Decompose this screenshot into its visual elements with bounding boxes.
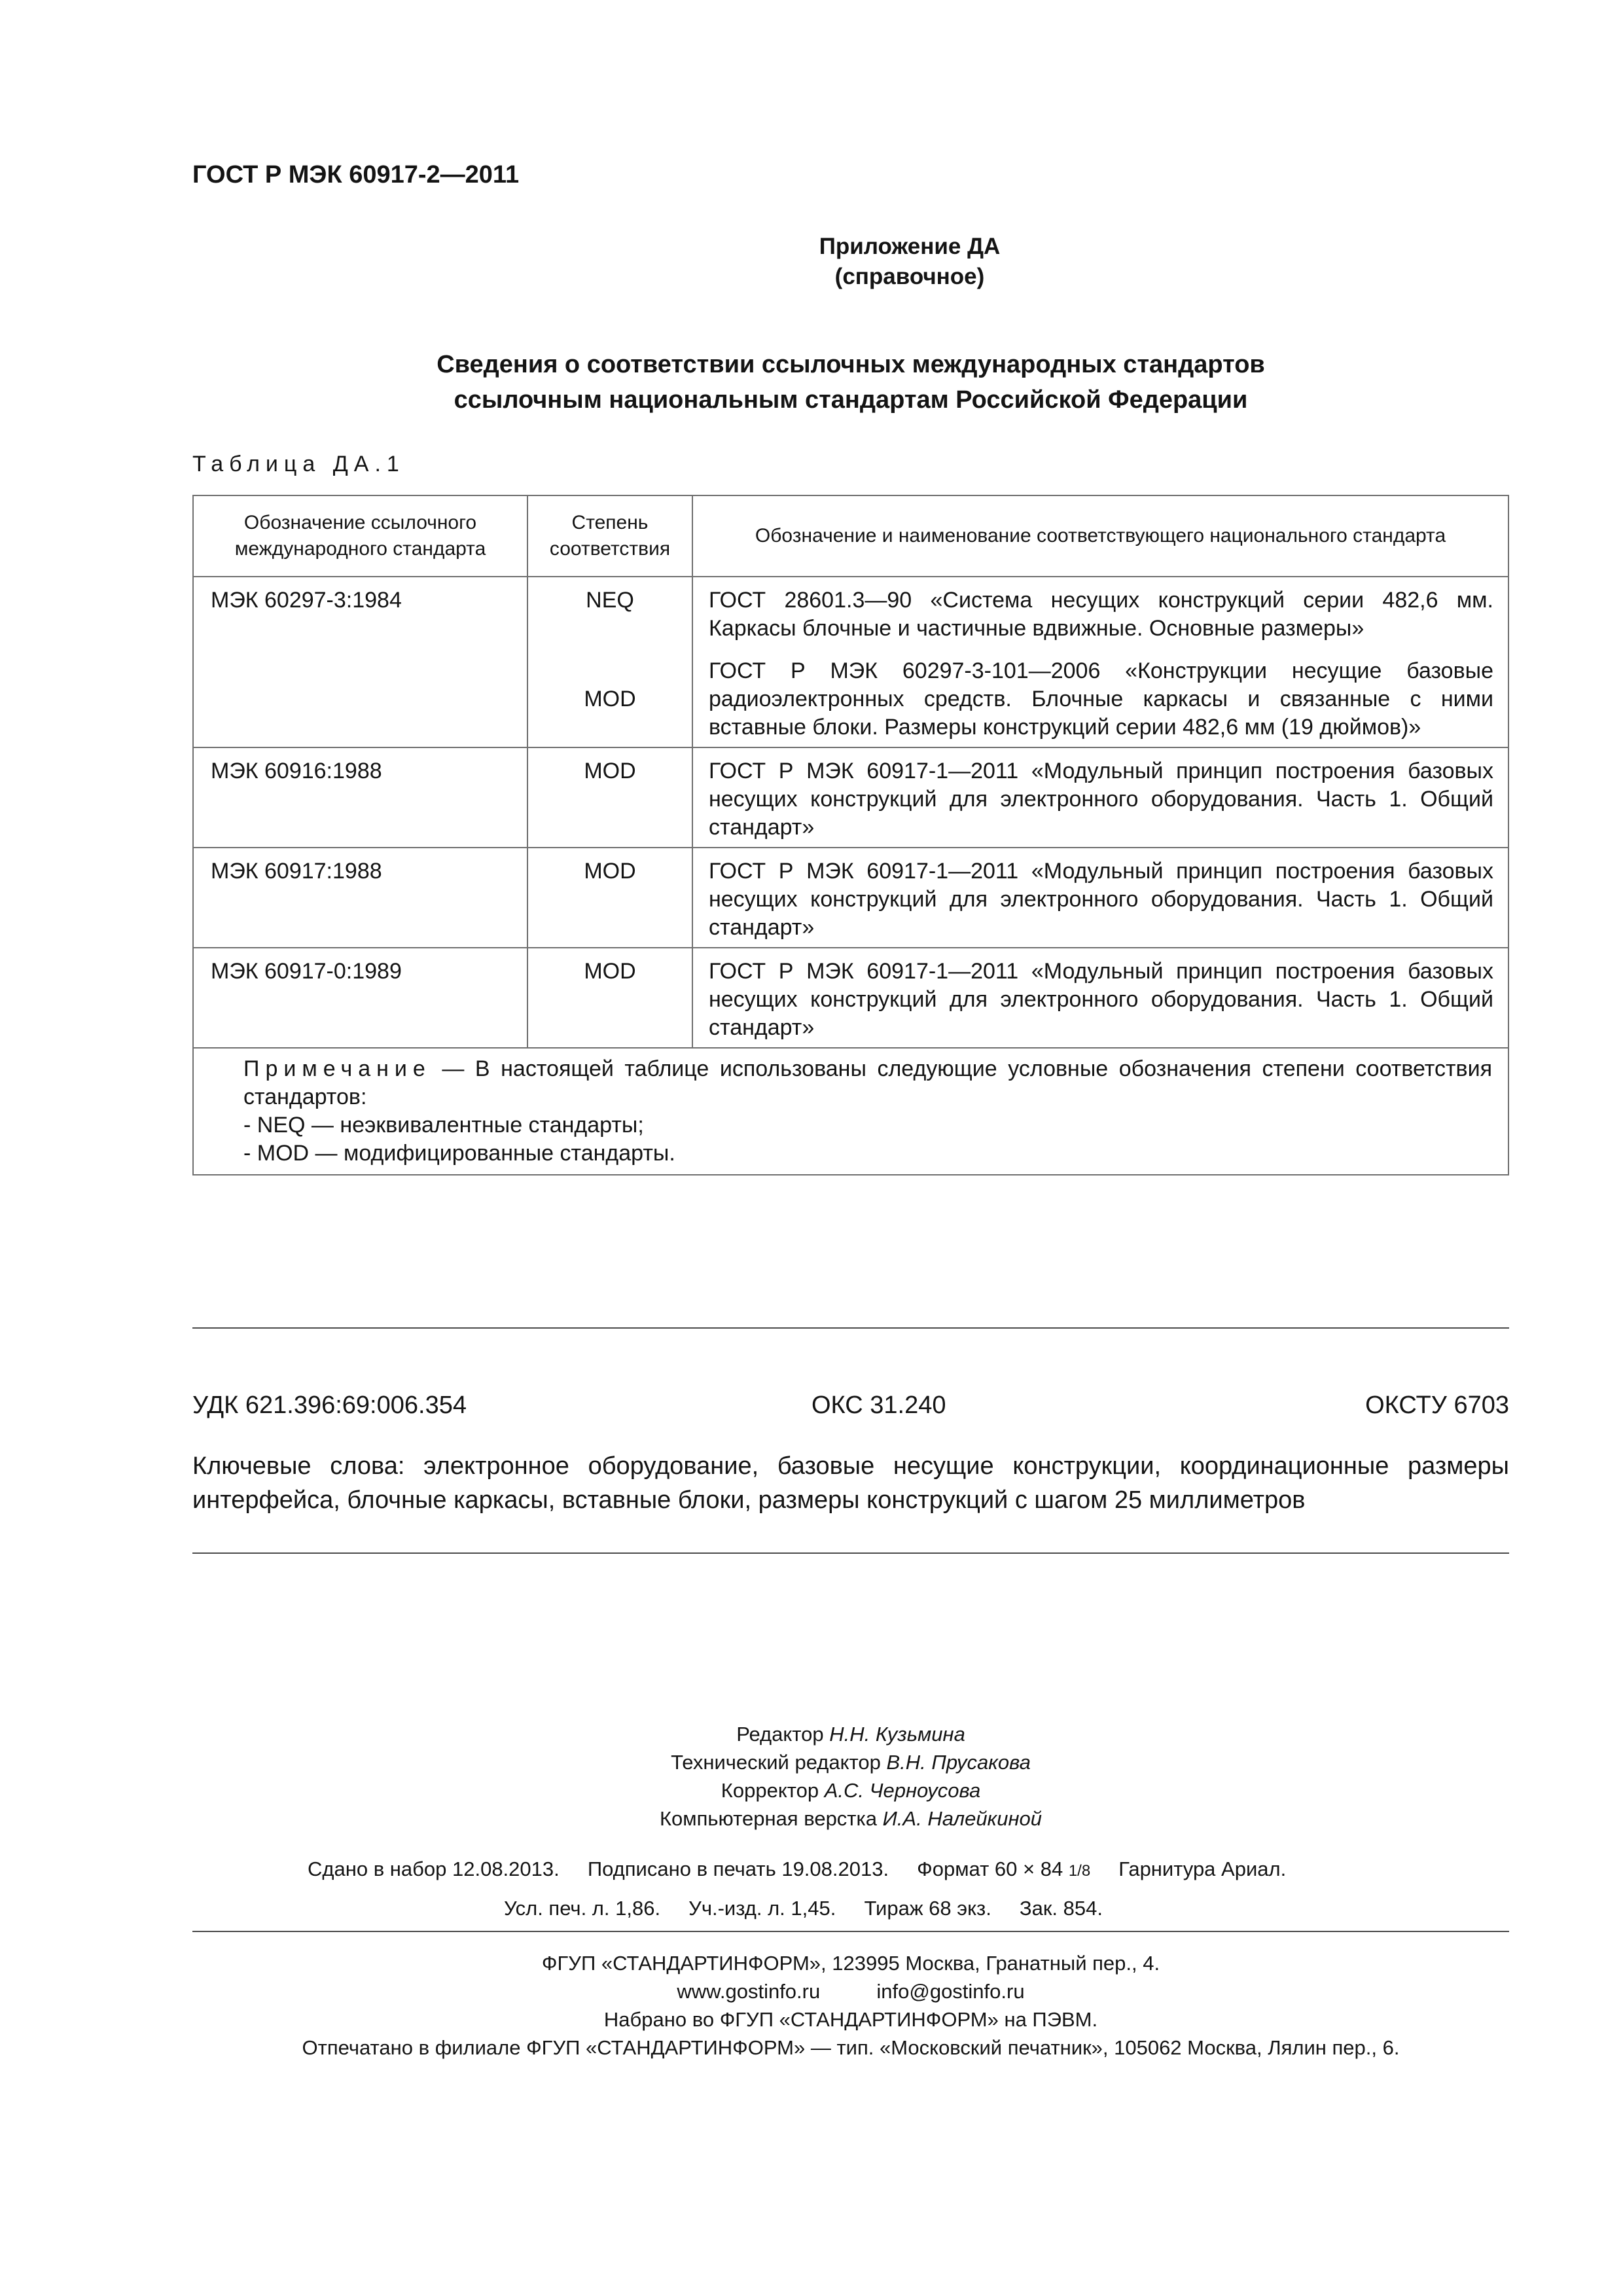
note-text: — В настоящей таблице использованы следующие условные обозначения степени соответствия стандартов:: [243, 1056, 1492, 1109]
degree-code: MOD: [584, 687, 636, 711]
national-standard-entry: ГОСТ Р МЭК 60297-3-101—2006 «Конструкции несущие базовые радиоэлектронных средств. Блочные каркасы и связанные с ними вставные блоки. Размеры конструкций серии 482,6 мм (19 дюймов)»: [709, 658, 1493, 740]
degree-cell: [527, 848, 692, 948]
keywords: Ключевые слова: электронное оборудование, базовые несущие конструкции, координационные размеры интерфейса, блочные каркасы, вставные блоки, размеры конструкций с шагом 25 миллиметров: [192, 1452, 1509, 1514]
note-paragraph: [211, 1055, 1492, 1111]
national-standard-cell: [692, 948, 1508, 1048]
table-header-row: [193, 495, 1508, 577]
print-order: Зак. 854.: [1019, 1897, 1103, 1920]
header-intl-standard: Обозначение ссылочного международного стандарта: [193, 495, 527, 577]
print-sent: Сдано в набор 12.08.2013.: [308, 1857, 560, 1880]
publisher-contacts: [196, 1977, 1505, 2005]
degree-code: MOD: [584, 759, 636, 783]
section-title: [262, 347, 1440, 418]
degree-code: MOD: [584, 859, 636, 884]
print-format-fraction: 1/8: [1068, 1862, 1091, 1880]
intl-standard-cell: МЭК 60917:1988: [193, 848, 527, 948]
note-item-mod: - MOD — модифицированные стандарты.: [243, 1141, 675, 1166]
divider-bottom: [192, 1931, 1509, 1932]
print-sheets: Усл. печ. л. 1,86.: [504, 1897, 661, 1920]
divider-top: [192, 1327, 1509, 1329]
table-row: [193, 747, 1508, 848]
divider-middle: [192, 1552, 1509, 1554]
national-standard-entry: ГОСТ 28601.3—90 «Система несущих конструкций серии 482,6 мм. Каркасы блочные и частичные вдвижные. Основные размеры»: [709, 588, 1493, 641]
udk-code: УДК 621.396:69:006.354: [192, 1391, 467, 1419]
publisher-block: [196, 1949, 1505, 2062]
section-title-line-2: ссылочным национальным стандартам Российской Федерации: [454, 386, 1248, 414]
table-row: [193, 848, 1508, 948]
print-format: Формат 60 × 84: [917, 1857, 1063, 1880]
print-info-line-2: [504, 1897, 1103, 1920]
table-row: [193, 948, 1508, 1048]
credit-name: А.С. Черноусова: [824, 1779, 981, 1802]
degree-cell: [527, 948, 692, 1048]
credit-line: [589, 1804, 1113, 1833]
credit-line: [589, 1748, 1113, 1776]
degree-cell: [527, 577, 692, 747]
publisher-website: www.gostinfo.ru: [677, 1980, 821, 2003]
table-note: [193, 1048, 1508, 1175]
credit-role: Корректор: [721, 1779, 819, 1802]
print-run: Тираж 68 экз.: [864, 1897, 991, 1920]
print-info-line-1: [308, 1857, 1286, 1881]
appendix-heading: [772, 232, 1047, 292]
national-standard-cell: [692, 747, 1508, 848]
appendix-subtitle: (справочное): [834, 264, 985, 289]
national-standard-cell: [692, 577, 1508, 747]
degree-cell: [527, 747, 692, 848]
oks-code: ОКС 31.240: [812, 1391, 946, 1419]
credit-name: Н.Н. Кузьмина: [829, 1723, 965, 1746]
note-item-neq: - NEQ — неэквивалентные стандарты;: [243, 1113, 644, 1138]
section-title-line-1: Сведения о соответствии ссылочных международных стандартов: [437, 351, 1265, 378]
header-degree: Степень соответствия: [527, 495, 692, 577]
degree-code: NEQ: [586, 588, 634, 613]
national-standard-cell: [692, 848, 1508, 948]
credit-name: И.А. Налейкиной: [882, 1807, 1042, 1830]
credit-name: В.Н. Прусакова: [886, 1751, 1031, 1774]
national-standard-entry: ГОСТ Р МЭК 60917-1—2011 «Модульный принцип построения базовых несущих конструкций для электронного оборудования. Часть 1. Общий стандарт»: [709, 959, 1493, 1040]
intl-standard-cell: МЭК 60917-0:1989: [193, 948, 527, 1048]
table-note-row: [193, 1048, 1508, 1175]
note-label: Примечание: [243, 1056, 431, 1081]
publisher-address: ФГУП «СТАНДАРТИНФОРМ», 123995 Москва, Гранатный пер., 4.: [541, 1952, 1160, 1975]
print-signed: Подписано в печать 19.08.2013.: [587, 1857, 889, 1880]
credit-role: Технический редактор: [671, 1751, 881, 1774]
print-pub-sheets: Уч.-изд. л. 1,45.: [688, 1897, 836, 1920]
degree-code: MOD: [584, 959, 636, 984]
appendix-title: Приложение ДА: [819, 234, 1001, 259]
table-label: Таблица ДА.1: [192, 452, 405, 476]
national-standard-entry: ГОСТ Р МЭК 60917-1—2011 «Модульный принцип построения базовых несущих конструкций для электронного оборудования. Часть 1. Общий стандарт»: [709, 759, 1493, 840]
intl-standard-cell: МЭК 60916:1988: [193, 747, 527, 848]
print-font: Гарнитура Ариал.: [1118, 1857, 1287, 1880]
publisher-typeset: Набрано во ФГУП «СТАНДАРТИНФОРМ» на ПЭВМ.: [603, 2008, 1098, 2031]
publisher-printed: Отпечатано в филиале ФГУП «СТАНДАРТИНФОРМ» — тип. «Московский печатник», 105062 Москва, Лялин пер., 6.: [302, 2036, 1400, 2059]
credit-role: Редактор: [736, 1723, 824, 1746]
table-row: [193, 577, 1508, 747]
correspondence-table: [192, 495, 1509, 1175]
document-id: ГОСТ Р МЭК 60917-2—2011: [192, 161, 520, 188]
intl-standard-cell: МЭК 60297-3:1984: [193, 577, 527, 747]
okstu-code: ОКСТУ 6703: [1365, 1391, 1509, 1419]
credit-line: [589, 1720, 1113, 1748]
publisher-email: info@gostinfo.ru: [876, 1980, 1025, 2003]
national-standard-entry: ГОСТ Р МЭК 60917-1—2011 «Модульный принцип построения базовых несущих конструкций для электронного оборудования. Часть 1. Общий стандарт»: [709, 859, 1493, 940]
credit-line: [589, 1776, 1113, 1804]
credit-role: Компьютерная верстка: [660, 1807, 877, 1830]
header-national-standard: Обозначение и наименование соответствующего национального стандарта: [692, 495, 1508, 577]
credits-block: [589, 1720, 1113, 1833]
